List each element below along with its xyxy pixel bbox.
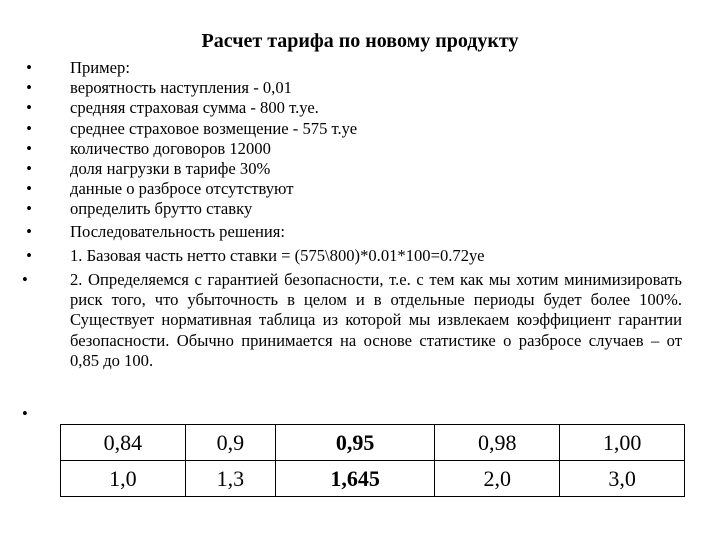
bullet-icon: • bbox=[26, 78, 32, 98]
list-item bbox=[22, 179, 682, 199]
list-item bbox=[22, 270, 682, 371]
list-item-text: доля нагрузки в тарифе 30% bbox=[70, 159, 271, 179]
bullet-icon: • bbox=[26, 159, 32, 179]
table-row bbox=[61, 461, 685, 497]
list-item bbox=[22, 222, 682, 242]
page-title: Расчет тарифа по новому продукту bbox=[201, 30, 519, 52]
list-item bbox=[22, 98, 682, 118]
bullet-icon: • bbox=[26, 179, 32, 199]
table-cell: 0,84 bbox=[61, 425, 186, 461]
table-cell: 1,0 bbox=[61, 461, 186, 497]
bullet-icon: • bbox=[26, 118, 32, 138]
list-item bbox=[22, 78, 682, 98]
list-item-text: средняя страховая сумма - 800 т.уе. bbox=[70, 98, 319, 118]
table-cell: 0,95 bbox=[275, 425, 435, 461]
table-cell: 1,3 bbox=[185, 461, 275, 497]
bullet-icon: • bbox=[22, 270, 28, 290]
list-item-text: данные о разбросе отсутствуют bbox=[70, 179, 294, 199]
table-cell: 0,9 bbox=[185, 425, 275, 461]
bullet-icon: • bbox=[26, 98, 32, 118]
bullet-icon: • bbox=[22, 404, 28, 423]
list-item-text: определить брутто ставку bbox=[70, 199, 253, 219]
list-item-text: 2. Определяемся с гарантией безопасности, т.е. с тем как мы хотим минимизировать риск того, что убыточность в целом и в отдельные периоды будет более 100%. Существует нормативная таблица из которой мы извлекаем коэффициент гарантии безопасности. Обычно принимается на основе статистике о разбросе случаев – от 0,85 до 100. bbox=[70, 270, 682, 370]
bullet-icon: • bbox=[26, 221, 32, 241]
list-item-text: вероятность наступления - 0,01 bbox=[70, 78, 292, 98]
list-item bbox=[22, 246, 682, 266]
safety-coefficient-table bbox=[60, 424, 685, 497]
list-item bbox=[22, 199, 682, 219]
list-item-text: 1. Базовая часть нетто ставки = (575\800)*0.01*100=0.72уе bbox=[70, 245, 485, 265]
table-cell: 3,0 bbox=[560, 461, 685, 497]
bullet-list bbox=[22, 58, 682, 371]
list-item-text: количество договоров 12000 bbox=[70, 138, 271, 158]
table-cell: 1,645 bbox=[275, 461, 435, 497]
list-item-text: Последовательность решения: bbox=[70, 221, 285, 241]
bullet-icon: • bbox=[26, 199, 32, 219]
list-item-text: Пример: bbox=[70, 58, 130, 77]
list-item bbox=[22, 139, 682, 159]
bullet-icon: • bbox=[26, 245, 32, 265]
list-item-text: среднее страховое возмещение - 575 т.уе bbox=[70, 118, 358, 138]
table-row bbox=[61, 425, 685, 461]
table-cell: 1,00 bbox=[560, 425, 685, 461]
table-cell: 2,0 bbox=[435, 461, 560, 497]
bullet-icon: • bbox=[26, 58, 32, 77]
list-item bbox=[22, 58, 682, 78]
list-item bbox=[22, 159, 682, 179]
table-cell: 0,98 bbox=[435, 425, 560, 461]
bullet-icon: • bbox=[26, 138, 32, 158]
list-item bbox=[22, 119, 682, 139]
